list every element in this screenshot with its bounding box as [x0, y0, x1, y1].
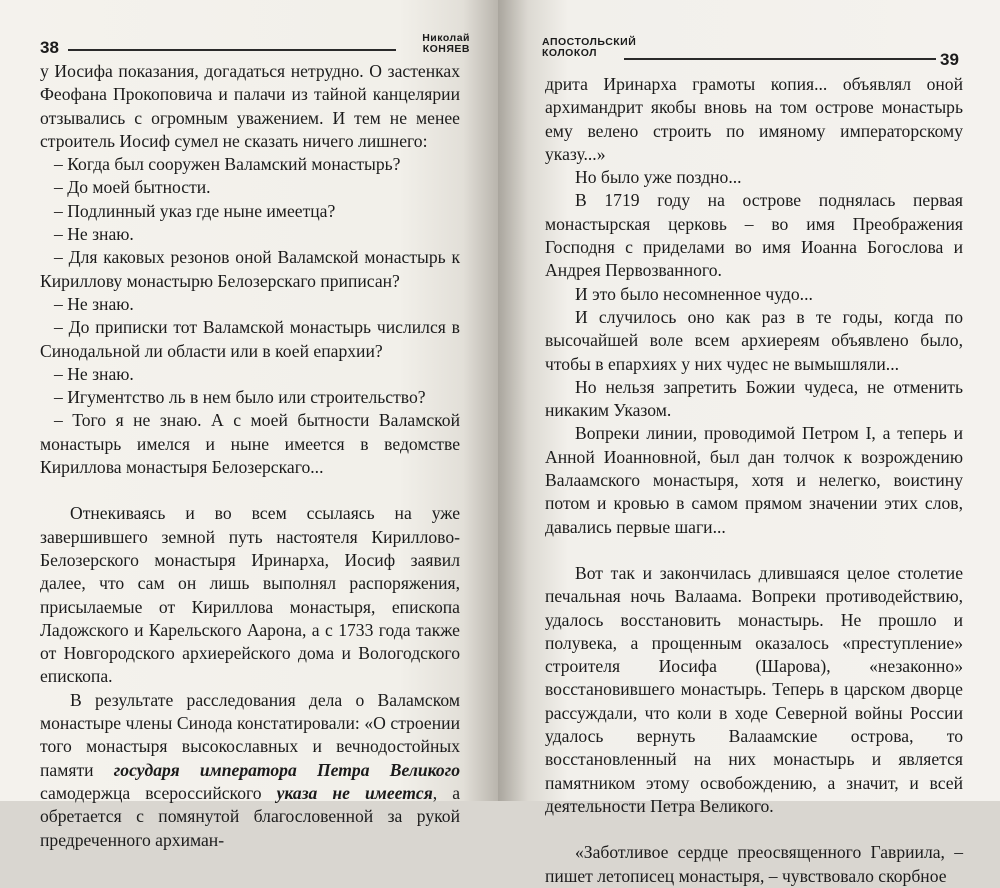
dialogue-line: – До приписки тот Валамской монастырь числился в Синодальной ли области или в коей епархии?	[40, 317, 460, 361]
right-page	[498, 0, 1000, 886]
dialogue-line: – Подлинный указ где ныне имеетца?	[54, 200, 336, 221]
paragraph-with-emphasis	[40, 689, 460, 852]
left-header-rule	[68, 49, 396, 51]
paragraph: И случилось оно как раз в те годы, когда по высочайшей воле всем архиереям объявлено было, чтобы в епархиях у них чудес не вымышляли...	[545, 306, 963, 374]
text-run: В результате расследования дела о Валамском монастыре члены Синода констатировали: «О строении того монастыря высокославных и вечнодостойных памяти	[40, 689, 460, 780]
text-run: , а обретается с помянутой благословенной за рукой предреченного архиман-	[40, 782, 460, 850]
right-body-text	[545, 73, 963, 888]
author-last-name: КОНЯЕВ	[422, 43, 470, 55]
running-title-line2: КОЛОКОЛ	[542, 47, 598, 59]
paragraph: дрита Иринарха грамоты копия... объявлял оной архимандрит якобы вновь на том острове монастырь ему велено строить по имяному императорскому указу...»	[545, 74, 963, 164]
paragraph: Вот так и закончилась длившаяся целое столетие печальная ночь Валаама. Вопреки противодействию, удалось восстановить монастырь. Не прошло и полувека, а прощенным оказалось «преступление» строителя Иосифа (Шарова), «незаконно» восстановившего монастырь. Теперь в царском дворце рассуждали, что коли в ходе Северной войны России удалось вернуть Валаамские острова, то восстановленный на них монастырь и является памятником этому освобождению, а значит, и всей деятельности Петра Великого.	[545, 562, 963, 816]
paragraph: Вопреки линии, проводимой Петром I, а теперь и Анной Иоанновной, был дан толчок к возрождению Валаамского монастыря, хотя и нелегко, воистину потом и кровью в самом прямом значении этих слов, давались первые шаги...	[545, 423, 963, 537]
left-header-author	[400, 33, 470, 55]
right-header-rule	[624, 58, 936, 60]
dialogue-line: – Когда был сооружен Валамский монастырь?	[54, 154, 401, 175]
dialogue-line: – Того я не знаю. А с моей бытности Валамской монастырь имелся и ныне имеется в ведомстве Кириллова монастыря Белозерскаго...	[40, 410, 460, 478]
running-title-line1: АПОСТОЛЬСКИЙ	[542, 36, 637, 48]
right-page-number: 39	[940, 50, 959, 69]
author-first-name: Николай	[422, 32, 470, 44]
dialogue-line: – Игументство ль в нем было или строительство?	[54, 387, 426, 408]
dialogue-line: – Для каковых резонов оной Валамской монастырь к Кириллову монастырю Белозерскаго приписан?	[40, 247, 460, 291]
paragraph: у Иосифа показания, догадаться нетрудно. О застенках Феофана Прокоповича и палачи из тайной канцелярии отзывались с огромным уважением. И тем не менее строитель Иосиф сумел не сказать ничего лишнего:	[40, 61, 460, 151]
dialogue-line: – Не знаю.	[54, 224, 134, 245]
paragraph: Но было уже поздно...	[575, 167, 742, 188]
paragraph: «Заботливое сердце преосвященного Гавриила, – пишет летописец монастыря, – чувствовало скорбное	[545, 842, 963, 886]
paragraph: Но нельзя запретить Божии чудеса, не отменить никаким Указом.	[545, 376, 963, 421]
text-run: самодержца всероссийского	[40, 782, 277, 803]
paragraph: Отнекиваясь и во всем ссылаясь на уже завершившего земной путь настоятеля Кириллово-Белозерского монастыря Иринарха, Иосиф заявил далее, что сам он лишь выполнял распоряжения, присылаемые от Кириллова монастыря, епископа Ладожского и Карельского Аарона, а с 1733 года также от Новгородского архиерейского дома и Вологодского епископа.	[40, 503, 460, 687]
emphasis-text: государя императора Петра Великого	[113, 759, 461, 780]
dialogue-line: – Не знаю.	[54, 363, 134, 384]
emphasis-text: указа не имеется	[276, 782, 433, 803]
paragraph: В 1719 году на острове поднялась первая монастырская церковь – во имя Преображения Господня с приделами во имя Иоанна Богослова и Андрея Первозванного.	[545, 190, 963, 281]
left-page-number: 38	[40, 38, 59, 57]
left-body-text	[40, 60, 460, 852]
dialogue-line: – До моей бытности.	[54, 177, 211, 198]
paragraph: И это было несомненное чудо...	[575, 283, 813, 304]
left-page	[0, 0, 498, 850]
dialogue-line: – Не знаю.	[54, 293, 134, 314]
right-header-title	[542, 37, 636, 59]
